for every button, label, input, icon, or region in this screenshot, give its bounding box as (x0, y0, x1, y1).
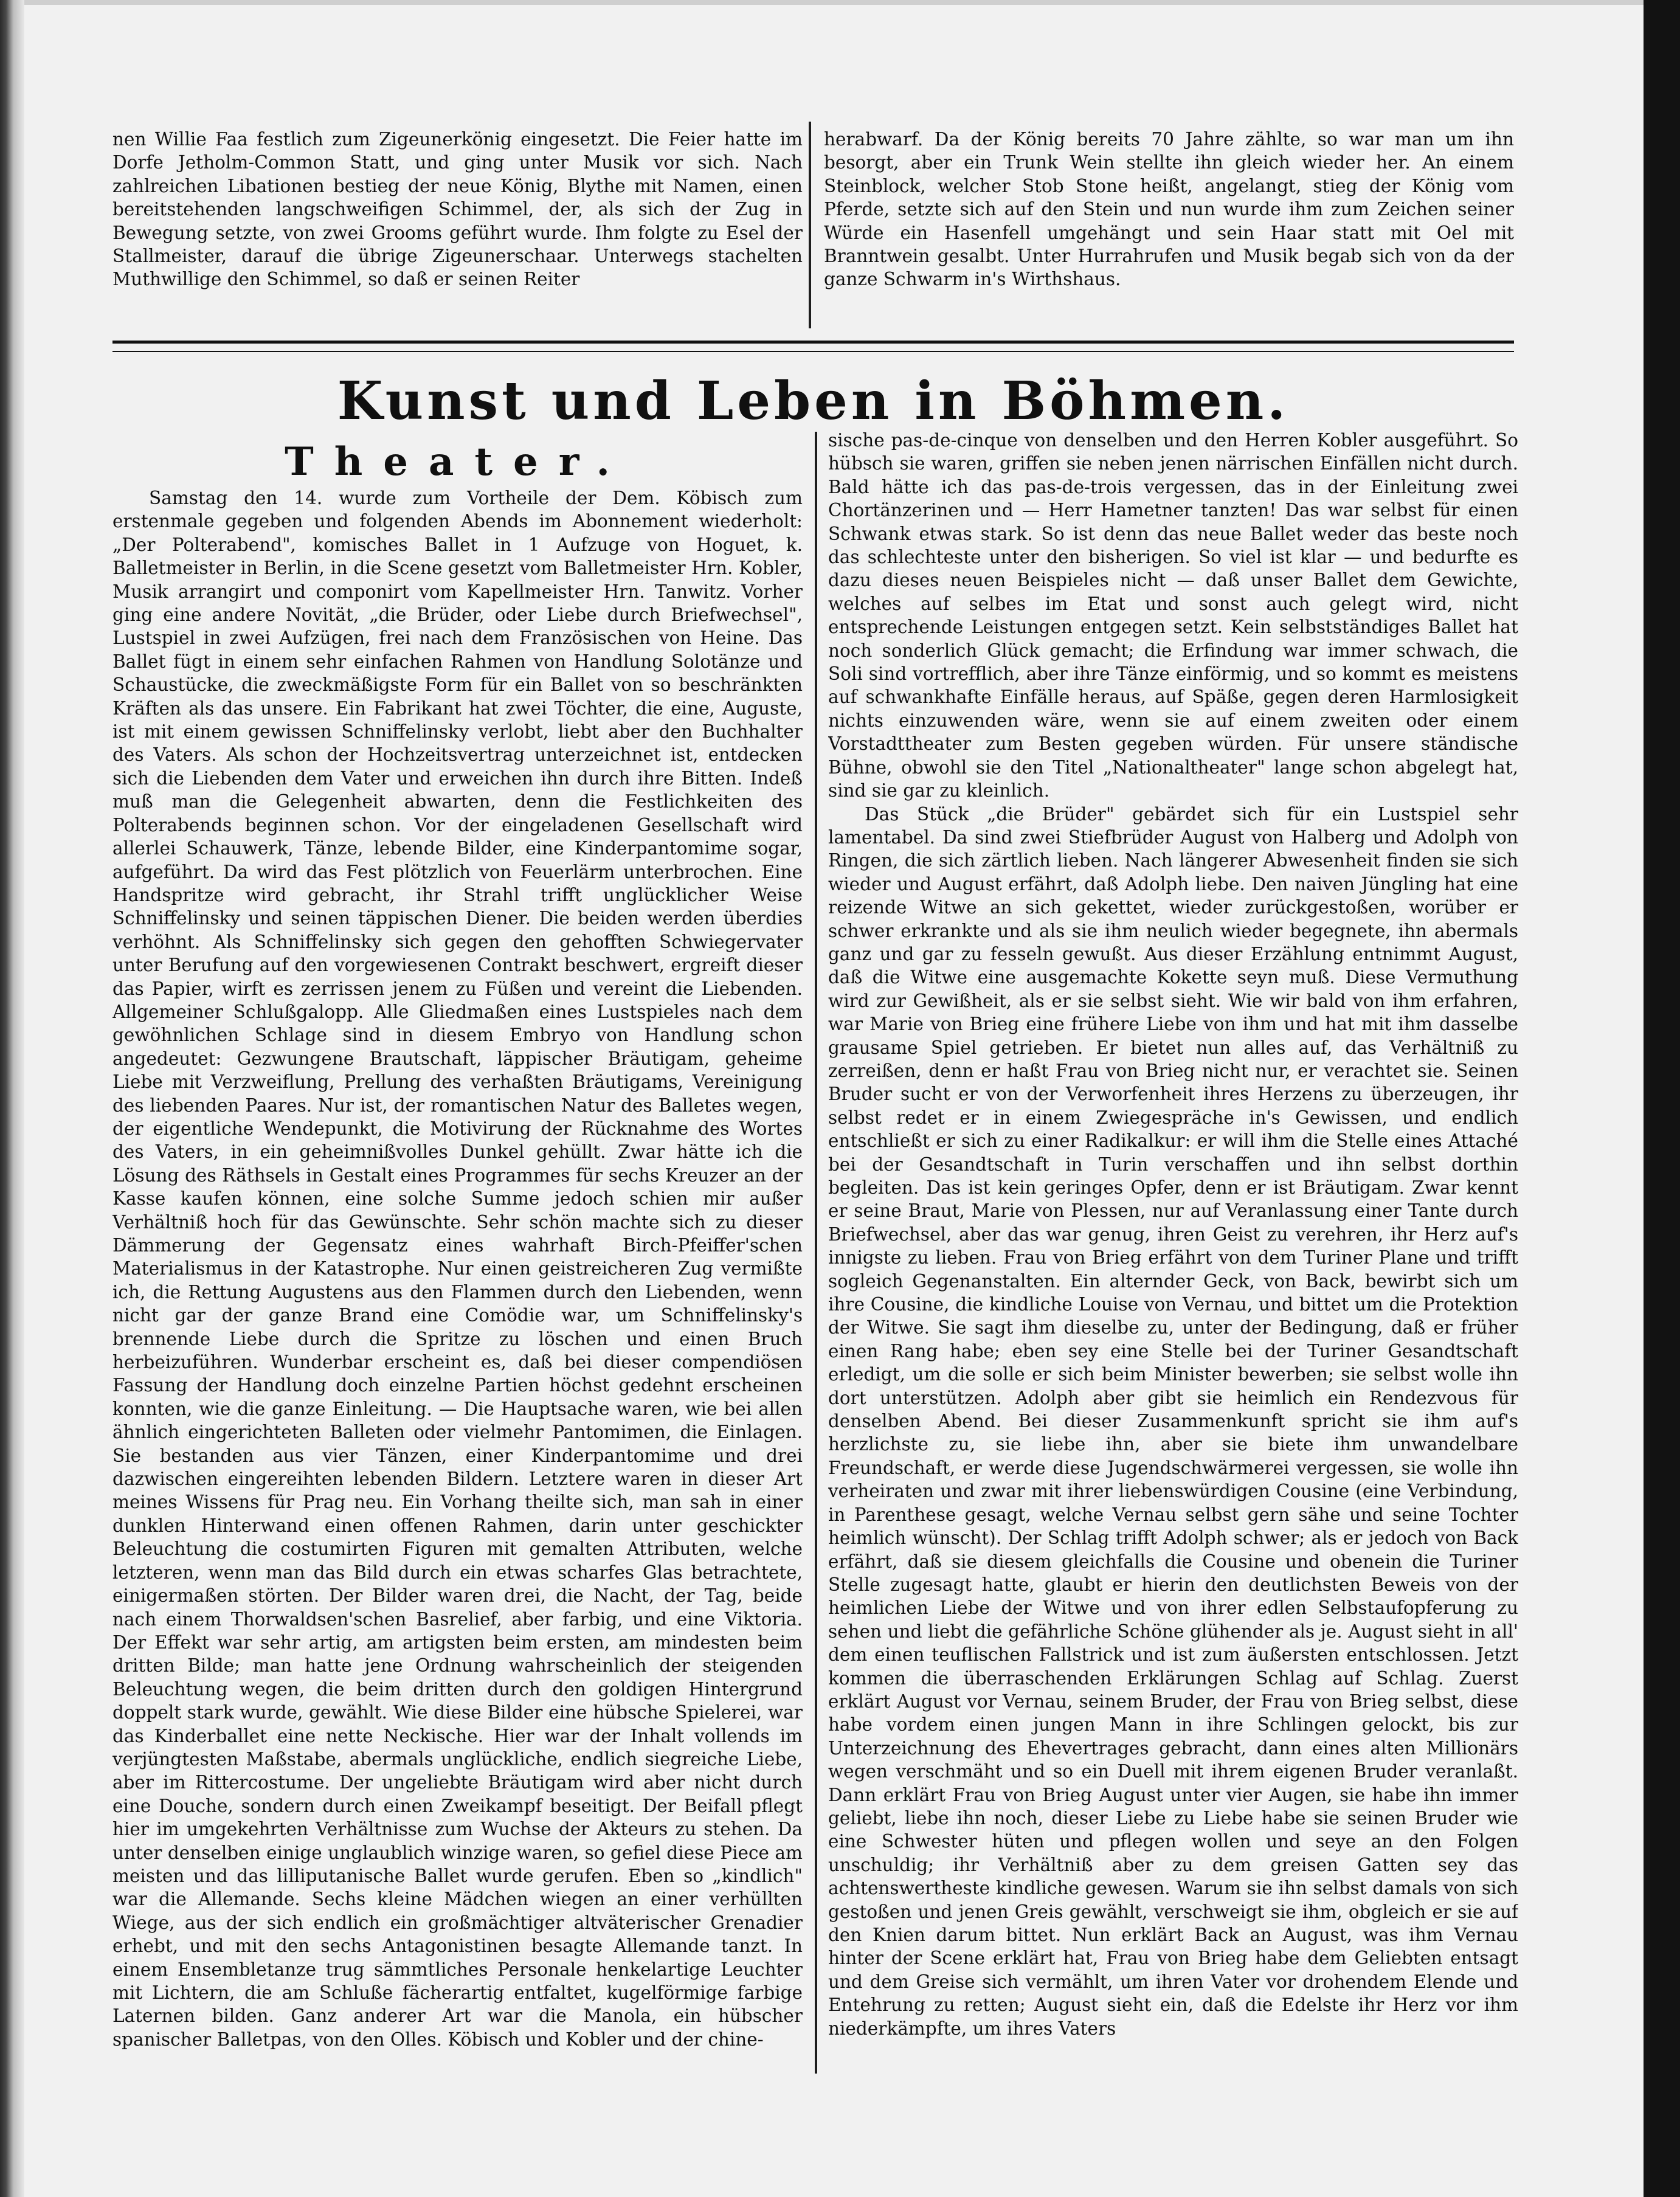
main-right-paragraph: Das Stück „die Brüder" gebärdet sich für ein Lustspiel sehr lamentabel. Da sind zwei Stiefbrüder August von Halberg und Adolph von Ringen, die sich zärtlich lieben. Nach längerer Abwesenheit finden sie sich wieder und August erfährt, daß Adolph liebe. Den naiven Jüngling hat eine reizende Witwe an sich gekettet, wieder zurückgestoßen, worüber er schwer erkrankte und als sie ihm neulich wieder begegnete, ihn abermals ganz und gar zu fesseln gewußt. Aus dieser Erzählung entnimmt August, daß die Witwe eine ausgemachte Kokette seyn muß. Diese Vermuthung wird zur Gewißheit, als er sie selbst sieht. Wie wir bald von ihm erfahren, war Marie von Brieg eine frühere Liebe von ihm und hat mit ihm dasselbe grausame Spiel getrieben. Er bietet nun alles auf, das Verhältniß zu zerreißen, denn er haßt Frau von Brieg nicht nur, er verachtet sie. Seinen Bruder sucht er von der Verworfenheit ihres Herzens zu überzeugen, ihr selbst redet er in einem Zwiegespräche in's Gewissen, und endlich entschließt er sich zu einer Radikalkur: er will ihm die Stelle eines Attaché bei der Gesandtschaft in Turin verschaffen und ihn selbst dorthin begleiten. Das ist kein geringes Opfer, denn er ist Bräutigam. Zwar kennt er seine Braut, Marie von Plessen, nur auf Veranlassung einer Tante durch Briefwechsel, aber das war genug, ihren Geist zu verehren, ihr Herz auf's innigste zu lieben. Frau von Brieg erfährt von dem Turiner Plane und trifft sogleich Gegenanstalten. Ein alternder Geck, von Back, bewirbt sich um ihre Cousine, die kindliche Louise von Vernau, und bittet um die Protektion der Witwe. Sie sagt ihm dieselbe zu, unter der Bedingung, daß er früher einen Rang habe; eben sey eine Stelle bei der Turiner Gesandtschaft erledigt, um die solle er sich beim Minister bewerben; sie selbst wolle ihn dort unterstützen. Adolph aber gibt sie heimlich ein Rendezvous für denselben Abend. Bei dieser Zusammenkunft spricht sie ihm auf's herzlichste zu, sie liebe ihn, aber sie biete ihm unwandelbare Freundschaft, er werde diese Jugendschwärmerei vergessen, sie wolle ihn verheiraten und zwar mit ihrer liebenswürdigen Cousine (eine Verbindung, in Parenthese gesagt, welche Vernau selbst gern sähe und seine Tochter heimlich wünscht). Der Schlag trifft Adolph schwer; als er jedoch von Back erfährt, daß sie diesem gleichfalls die Cousine und obenein die Turiner Stelle zugesagt hatte, glaubt er hierin den deutlichsten Beweis von der heimlichen Liebe der Witwe und von ihrer edlen Selbstaufopferung zu sehen und liebt die gefährliche Schöne glühender als je. August sieht in all' dem einen teuflischen Fallstrick und ist zum äußersten entschlossen. Jetzt kommen die überraschenden Erklärungen Schlag auf Schlag. Zuerst erklärt August vor Vernau, seinem Bruder, der Frau von Brieg selbst, diese habe vordem einen jungen Mann in ihre Schlingen gelockt, bis zur Unterzeichnung des Ehevertrages gebracht, dann eines alten Millionärs wegen verschmäht und so ein Duell mit ihrem eigenen Bruder veranlaßt. Dann erklärt Frau von Brieg August unter vier Augen, sie habe ihn immer geliebt, liebe ihn noch, dieser Liebe zu Liebe habe sie seinen Bruder wie eine Schwester hüten und pflegen wollen und seye an den Folgen unschuldig; ihr Verhältniß aber zu dem greisen Gatten sey das achtenswertheste kindliche gewesen. Warum sie ihn selbst damals von sich gestoßen und jenen Greis gewählt, verschweigt sie ihm, obgleich er sie auf den Knien darum bittet. Nun erklärt Back an August, was ihm Vernau hinter der Scene erklärt hat, Frau von Brieg habe dem Geliebten entsagt und dem Greise sich vermählt, um ihren Vater vor drohendem Elende und Entehrung zu retten; August sieht ein, daß die Edelste ihr Herz vor ihm niederkämpfte, um ihres Vaters (828, 803, 1518, 2039)
top-left-text: nen Willie Faa festlich zum Zigeunerkönig eingesetzt. Die Feier hatte im Dorfe Jetholm-Common Statt, und ging unter Musik vor sich. Nach zahlreichen Libationen bestieg der neue König, Blythe mit Namen, einen bereitstehenden langschweifigen Schimmel, der, als sich der Zug in Bewegung setzte, von zwei Grooms geführt wurde. Ihm folgte zu Esel der Stallmeister, darauf die übrige Zigeunerschaar. Unterwegs stachelten Muthwillige den Schimmel, so daß er seinen Reiter (112, 129, 803, 290)
top-left-column (112, 128, 803, 334)
scan-right-edge (1644, 0, 1680, 2197)
top-column-divider (809, 122, 811, 328)
top-right-text: herabwarf. Da der König bereits 70 Jahre zählte, so war man um ihn besorgt, aber ein Trunk Wein stellte ihn gleich wieder her. An einem Steinblock, welcher Stob Stone heißt, angelangt, stieg der König vom Pferde, setzte sich auf den Stein und nun wurde ihm zum Zeichen seiner Würde ein Hasenfell umgehängt und sein Haar statt mit Oel mit Branntwein gesalbt. Unter Hurrahrufen und Musik begab sich von da der ganze Schwarm in's Wirthshaus. (824, 129, 1514, 290)
main-left-column (112, 486, 803, 2080)
section-headline: Kunst und Leben in Böhmen. (337, 370, 1290, 432)
main-left-paragraph: Samstag den 14. wurde zum Vortheile der Dem. Köbisch zum erstenmale gegeben und folgenden Abends im Abonnement wiederholt: „Der Polterabend", komisches Ballet in 1 Aufzuge von Hoguet, k. Balletmeister in Berlin, in die Scene gesetzt vom Balletmeister Hrn. Kobler, Musik arrangirt und componirt vom Kapellmeister Hrn. Tanwitz. Vorher ging eine andere Novität, „die Brüder, oder Liebe durch Briefwechsel", Lustspiel in zwei Aufzügen, frei nach dem Französischen von Heine. Das Ballet fügt in einem sehr einfachen Rahmen von Handlung Solotänze und Schaustücke, die zweckmäßigste Form für ein Ballet von so beschränkten Kräften als das unsere. Ein Fabrikant hat zwei Töchter, die eine, Auguste, ist mit einem gewissen Schniffelinsky verlobt, liebt aber den Buchhalter des Vaters. Als schon der Hochzeitsvertrag unterzeichnet ist, entdecken sich die Liebenden dem Vater und erweichen ihn durch ihre Bitten. Indeß muß man die Gelegenheit abwarten, denn die Festlichkeiten des Polterabends beginnen schon. Vor der eingeladenen Gesellschaft wird allerlei Schauwerk, Tänze, lebende Bilder, eine Kinderpantomime sogar, aufgeführt. Da wird das Fest plötzlich von Feuerlärm unterbrochen. Eine Handspritze wird gebracht, ihr Strahl trifft unglücklicher Weise Schniffelinsky und seinen täppischen Diener. Die beiden werden überdies verhöhnt. Als Schniffelinsky sich gegen den gehofften Schwiegervater unter Berufung auf den vorgewiesenen Contrakt beschwert, ergreift dieser das Papier, wirft es zerrissen jenem zu Füßen und vereint die Liebenden. Allgemeiner Schlußgalopp. Alle Gliedmaßen eines Lustspieles nach dem gewöhnlichen Schlage sind in diesem Embryo von Handlung schon angedeutet: Gezwungene Brautschaft, läppischer Bräutigam, geheime Liebe mit Verzweiflung, Prellung des verhaßten Bräutigams, Vereinigung des liebenden Paares. Nur ist, der romantischen Natur des Balletes wegen, der eigentliche Wendepunkt, die Motivirung der Rücknahme des Wortes des Vaters, in ein geheimnißvolles Dunkel gehüllt. Zwar hätte ich die Lösung des Räthsels in Gestalt eines Programmes für sechs Kreuzer an der Kasse kaufen können, eine solche Summe jedoch schien mir außer Verhältniß hoch für das Gewünschte. Sehr schön machte sich zu dieser Dämmerung der Gegensatz eines wahrhaft Birch-Pfeiffer'schen Materialismus in der Katastrophe. Nur einen geistreicheren Zug vermißte ich, die Rettung Augustens aus den Flammen durch den Liebenden, wenn nicht gar der ganze Brand eine Comödie war, um Schniffelinsky's brennende Liebe durch die Spritze zu löschen und einen Bruch herbeizuführen. Wunderbar erscheint es, daß bei dieser compendiösen Fassung der Handlung doch einzelne Partien höchst gedehnt erscheinen konnten, wie die ganze Einleitung. — Die Hauptsache waren, wie bei allen ähnlich eingerichteten Balleten oder vielmehr Pantomimen, die Einlagen. Sie bestanden aus vier Tänzen, einer Kinderpantomime und drei dazwischen eingereihten lebenden Bildern. Letztere waren in dieser Art meines Wissens für Prag neu. Ein Vorhang theilte sich, man sah in einer dunklen Hinterwand einen offenen Rahmen, darin unter geschickter Beleuchtung die costumirten Figuren mit gemalten Attributen, welche letzteren, wenn man das Bild durch ein etwas scharfes Glas betrachtete, einigermaßen störten. Der Bilder waren drei, die Nacht, der Tag, beide nach einem Thorwaldsen'schen Basrelief, aber farbig, und eine Viktoria. Der Effekt war sehr artig, am artigsten beim ersten, am mindesten beim dritten Bilde; man hatte jene Ordnung wahrscheinlich der steigenden Beleuchtung wegen, die beim dritten durch den goldigen Hintergrund doppelt stark wurde, gewählt. Wie diese Bilder eine hübsche Spielerei, war das Kinderballet eine nette Neckische. Hier war der Inhalt vollends im verjüngtesten Maßstabe, abermals unglückliche, endlich siegreiche Liebe, aber im Rittercostume. Der ungeliebte Bräutigam wird aber nicht durch eine Douche, sondern durch einen Zweikampf beseitigt. Der Beifall pflegt hier im umgekehrten Verhältnisse zum Wuchse der Akteurs zu stehen. Da unter denselben einige unglaublich winzige waren, so gefiel diese Piece am meisten und das lilliputanische Ballet wurde gerufen. Eben so „kindlich" war die Allemande. Sechs kleine Mädchen wiegen an einer verhüllten Wiege, aus der sich endlich ein großmächtiger altväterischer Grenadier erhebt, und mit den sechs Antagonistinen besagte Allemande tanzt. In einem Ensembletanze trug sämmtliches Personale henkelartige Leuchter mit Lichtern, die am Schluße fächerartig entfaltet, kugelförmige farbige Laternen bilden. Ganz anderer Art war die Manola, ein hübscher spanischer Balletpas, von den Olles. Köbisch und Kobler und der chine- (112, 488, 803, 2050)
section-divider-rule (112, 341, 1514, 352)
main-right-paragraph: sische pas-de-cinque von denselben und den Herren Kobler ausgeführt. So hübsch sie waren, griffen sie neben jenen närrischen Einfällen nicht durch. Bald hätte ich das pas-de-trois vergessen, das in der Einleitung zwei Chortänzerinen und — Herr Hametner tanzten! Das war selbst für einen Schwank etwas stark. So ist denn das neue Ballet weder das beste noch das schlechteste unter den bisherigen. So viel ist klar — und bedurfte es dazu dieses neuen Beispieles nicht — daß unser Ballet dem Gewichte, welches auf selbes im Etat und sonst auch gelegt wird, nicht entsprechende Leistungen entgegen setzt. Kein selbstständiges Ballet hat noch sonderlich Glück gemacht; die Erfindung war immer schwach, die Soli sind vortrefflich, aber ihre Tänze einförmig, und so kommt es meistens auf schwankhafte Einfälle heraus, auf Späße, gegen deren Harmlosigkeit nichts einzuwenden wäre, wenn sie auf einem zweiten oder einem Vorstadttheater zum Besten gegeben würden. Für unsere ständische Bühne, obwohl sie den Titel „Nationaltheater" lange schon abgelegt hat, sind sie gar zu kleinlich. (828, 430, 1518, 801)
top-right-column (824, 128, 1514, 334)
scan-top-edge (24, 0, 1644, 5)
scan-left-edge (0, 0, 24, 2197)
main-right-column (828, 429, 1518, 2080)
main-column-divider (815, 432, 817, 2074)
section-subhead: Theater. (285, 439, 631, 485)
